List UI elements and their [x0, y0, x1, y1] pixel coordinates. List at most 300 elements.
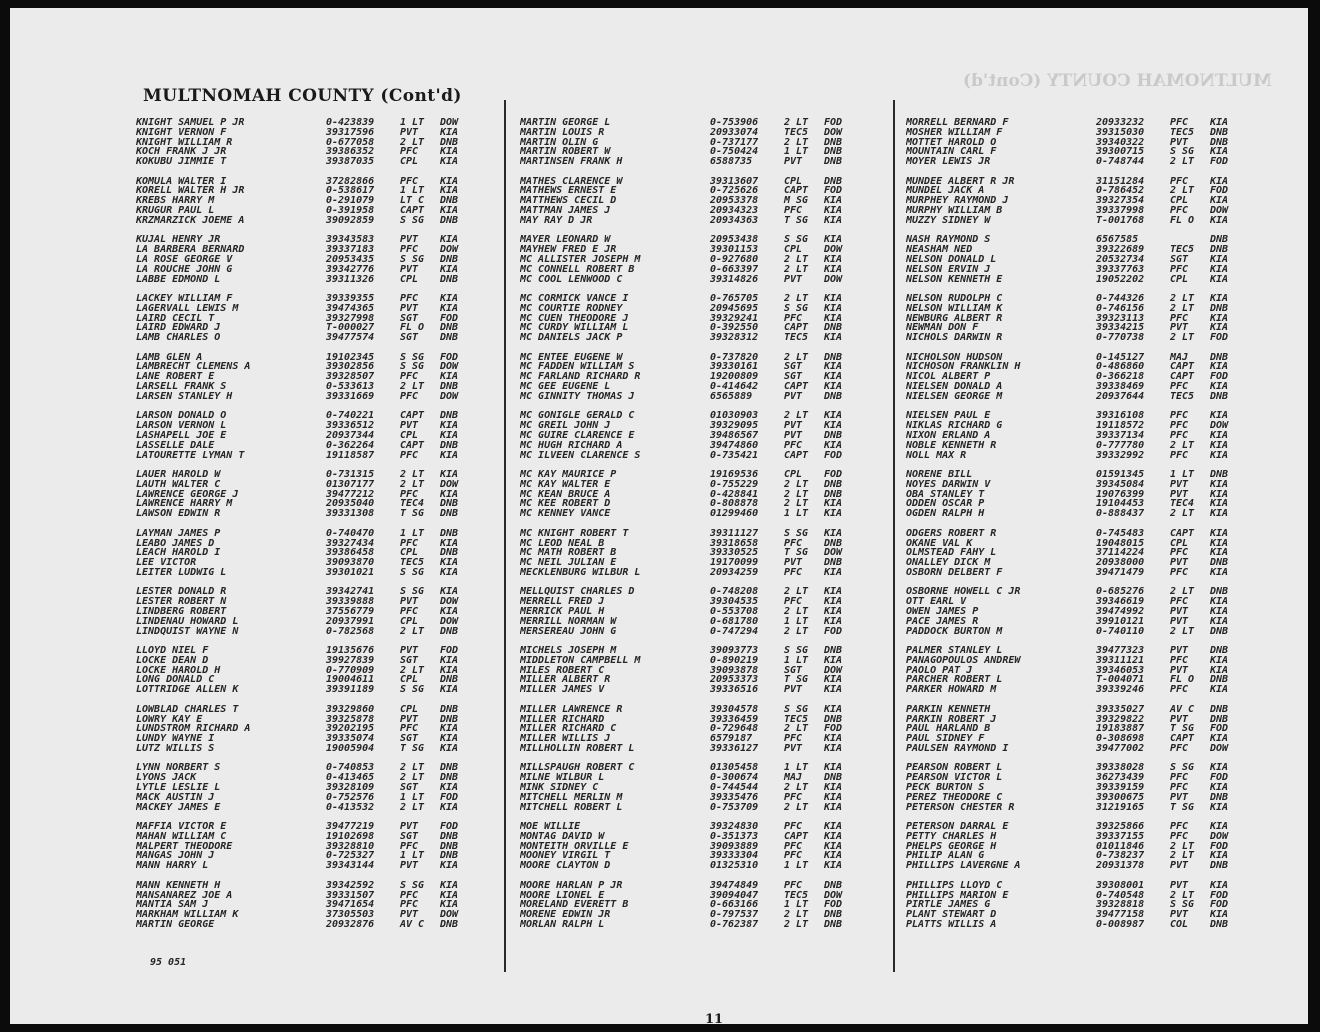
entry-status: DNB	[824, 645, 843, 657]
entry-serial-number: 0-740853	[326, 762, 375, 774]
entry-serial-number: 39387035	[326, 156, 375, 168]
entry-serial-number: 0-308698	[1096, 733, 1145, 745]
entry-rank: MAJ	[1170, 351, 1189, 363]
entry-rank: PFC	[1170, 781, 1189, 793]
entry-name: NOYES DARWIN V	[906, 479, 991, 490]
entry-rank: 2 LT	[784, 909, 809, 921]
entry-rank: 2 LT	[400, 381, 425, 393]
bleed-through-title: MULTNOMAH COUNTY (Cont'd)	[963, 71, 1272, 91]
entry-status: DNB	[440, 498, 459, 510]
roster-entry	[906, 597, 1242, 607]
entry-status: KIA	[824, 762, 843, 774]
roster-group	[906, 353, 1242, 402]
entry-name: MC HUGH RICHARD A	[520, 440, 623, 451]
entry-name: MORLAN RALPH L	[520, 919, 605, 930]
entry-status: DNB	[440, 772, 459, 784]
entry-name: LUNDY WAYNE I	[136, 734, 215, 744]
entry-serial-number: 19102698	[326, 830, 375, 842]
entry-rank: AV C	[400, 918, 425, 930]
entry-rank: S SG	[1170, 762, 1195, 774]
entry-name: LINDENAU HOWARD L	[136, 616, 239, 627]
entry-serial-number: 0-740548	[1096, 889, 1145, 901]
entry-name: PALMER STANLEY L	[906, 646, 1003, 656]
roster-entry	[906, 763, 1242, 773]
entry-serial-number: 0-740470	[326, 527, 375, 539]
entry-name: OSBORN DELBERT F	[906, 567, 1003, 578]
entry-status: KIA	[824, 742, 843, 754]
entry-status: KIA	[824, 420, 843, 432]
roster-entry	[906, 656, 1242, 666]
roster-group	[520, 353, 856, 402]
roster-group	[906, 705, 1242, 754]
entry-rank: SGT	[400, 733, 419, 745]
roster-group	[520, 646, 856, 695]
entry-status: DOW	[1210, 830, 1229, 842]
entry-serial-number: 0-752576	[326, 791, 375, 803]
roster-entry	[906, 333, 1242, 343]
entry-rank: 1 LT	[400, 185, 425, 197]
entry-rank: CAPT	[1170, 733, 1195, 745]
roster-entry	[906, 392, 1242, 402]
entry-status: KIA	[1210, 684, 1229, 696]
entry-serial-number: 01305458	[710, 762, 759, 774]
entry-rank: CPL	[400, 615, 419, 627]
entry-serial-number: 20932876	[326, 918, 375, 930]
entry-name: MC FARLAND RICHARD R	[520, 372, 641, 383]
entry-serial-number: 39486567	[710, 429, 759, 441]
entry-serial-number: 19076399	[1096, 488, 1145, 500]
entry-serial-number: 37305503	[326, 909, 375, 921]
entry-serial-number: 0-740221	[326, 410, 375, 422]
entry-serial-number: 0-725327	[326, 850, 375, 862]
entry-serial-number: 39304578	[710, 703, 759, 715]
roster-entry	[136, 832, 472, 842]
entry-name: MC GREIL JOHN J	[520, 421, 611, 431]
entry-name: LAMB CHARLES O	[136, 333, 221, 343]
entry-name: OSBORNE HOWELL C JR	[906, 587, 1021, 598]
roster-entry	[906, 314, 1242, 324]
entry-status: DOW	[1210, 742, 1229, 754]
entry-rank: 2 LT	[400, 469, 425, 481]
entry-status: KIA	[1210, 527, 1229, 539]
entry-rank: SGT	[400, 312, 419, 324]
entry-name: MELLQUIST CHARLES D	[520, 587, 635, 598]
entry-rank: PVT	[400, 126, 419, 138]
entry-name: LATOURETTE LYMAN T	[136, 450, 245, 461]
roster-entry	[136, 822, 472, 832]
entry-rank: 2 LT	[1170, 625, 1195, 637]
entry-name: MC KAY WALTER E	[520, 479, 611, 490]
entry-rank: PFC	[784, 205, 803, 217]
entry-name: MAHAN WILLIAM C	[136, 831, 227, 842]
entry-rank: TEC5	[784, 713, 809, 725]
entry-rank: CPL	[784, 244, 803, 256]
entry-serial-number: 20937644	[1096, 390, 1145, 402]
entry-serial-number: 39316108	[1096, 410, 1145, 422]
entry-status: KIA	[824, 596, 843, 608]
roster-entry	[520, 451, 856, 461]
roster-entry	[136, 216, 472, 226]
entry-status: KIA	[824, 781, 843, 793]
entry-status: DNB	[440, 830, 459, 842]
entry-name: MATHEWS ERNEST E	[520, 186, 617, 197]
entry-rank: SGT	[784, 371, 803, 383]
roster-entry	[906, 851, 1242, 861]
entry-rank: TEC5	[784, 126, 809, 138]
roster-entry	[520, 558, 856, 568]
entry-rank: PFC	[400, 146, 419, 158]
entry-serial-number: 6579187	[710, 733, 753, 745]
entry-name: MC KEE ROBERT D	[520, 499, 611, 510]
entry-status: DNB	[1210, 860, 1229, 872]
roster-entry	[520, 275, 856, 285]
entry-status: KIA	[440, 371, 459, 383]
entry-serial-number: 39336459	[710, 713, 759, 725]
entry-rank: 1 LT	[400, 850, 425, 862]
roster-entry	[906, 900, 1242, 910]
roster-entry	[136, 411, 472, 421]
entry-rank: PFC	[400, 899, 419, 911]
entry-serial-number: 39336516	[710, 684, 759, 696]
entry-serial-number: 0-890219	[710, 654, 759, 666]
entry-status: KIA	[1210, 429, 1229, 441]
entry-status: FOD	[1210, 772, 1229, 784]
entry-serial-number: 39328818	[1096, 899, 1145, 911]
entry-rank: 2 LT	[400, 478, 425, 490]
entry-serial-number: 0-351373	[710, 830, 759, 842]
entry-rank: PFC	[400, 175, 419, 187]
entry-name: MATTMAN JAMES J	[520, 206, 611, 216]
entry-rank: PFC	[1170, 654, 1189, 666]
entry-rank: S SG	[784, 527, 809, 539]
roster-entry	[520, 304, 856, 314]
entry-status: DOW	[440, 361, 459, 373]
entry-name: PANAGOPOULOS ANDREW	[906, 655, 1021, 666]
entry-name: MC KENNEY VANCE	[520, 509, 611, 520]
entry-status: DNB	[824, 713, 843, 725]
entry-rank: SGT	[400, 781, 419, 793]
entry-status: DNB	[1210, 791, 1229, 803]
entry-serial-number: 39311127	[710, 527, 759, 539]
entry-rank: 1 LT	[784, 146, 809, 158]
entry-rank: S SG	[400, 879, 425, 891]
entry-name: KUJAL HENRY JR	[136, 235, 221, 246]
entry-rank: CPL	[1170, 195, 1189, 207]
entry-status: KIA	[440, 429, 459, 441]
entry-name: MARTIN GEORGE	[136, 919, 215, 930]
entry-status: FOD	[824, 117, 843, 128]
roster-entry	[136, 451, 472, 461]
entry-status: KIA	[824, 684, 843, 696]
roster-entry	[906, 822, 1242, 832]
entry-serial-number: 0-391958	[326, 205, 375, 217]
entry-serial-number: 39315030	[1096, 126, 1145, 138]
roster-group	[136, 646, 472, 695]
entry-rank: 2 LT	[784, 263, 809, 275]
roster-group	[520, 235, 856, 284]
entry-serial-number: 0-145127	[1096, 351, 1145, 363]
roster-group	[520, 411, 856, 460]
entry-rank: PVT	[784, 420, 803, 432]
roster-group	[520, 177, 856, 226]
entry-serial-number: 0-414642	[710, 381, 759, 393]
entry-name: MITCHELL ROBERT L	[520, 802, 623, 813]
entry-rank: 2 LT	[400, 801, 425, 813]
roster-entry	[136, 803, 472, 813]
entry-serial-number: 0-428841	[710, 488, 759, 500]
roster-group	[136, 763, 472, 812]
entry-serial-number: 39386352	[326, 146, 375, 158]
entry-status: DNB	[440, 703, 459, 715]
entry-serial-number: 20937991	[326, 615, 375, 627]
entry-name: NIELSEN PAUL E	[906, 411, 991, 422]
entry-status: FOD	[440, 645, 459, 657]
entry-rank: PFC	[1170, 684, 1189, 696]
entry-name: MC KEAN BRUCE A	[520, 489, 611, 500]
entry-rank: PVT	[1170, 136, 1189, 148]
roster-group	[136, 353, 472, 402]
entry-status: DOW	[824, 889, 843, 901]
entry-status: KIA	[1210, 381, 1229, 393]
entry-status: KIA	[440, 899, 459, 911]
entry-serial-number: 0-762387	[710, 918, 759, 930]
entry-serial-number: 39328312	[710, 332, 759, 344]
entry-serial-number: 39329241	[710, 312, 759, 324]
entry-status: DNB	[440, 762, 459, 774]
roster-entry	[906, 861, 1242, 871]
entry-status: DNB	[440, 381, 459, 393]
entry-status: KIA	[1210, 322, 1229, 334]
entry-status: DNB	[824, 322, 843, 334]
entry-status: KIA	[440, 664, 459, 676]
entry-status: DNB	[1210, 390, 1229, 402]
roster-group	[136, 822, 472, 871]
entry-rank: CPL	[1170, 537, 1189, 549]
entry-name: LOCKE DEAN D	[136, 655, 209, 666]
entry-status: KIA	[440, 889, 459, 901]
roster-entry	[136, 607, 472, 617]
entry-rank: PVT	[1170, 791, 1189, 803]
entry-status: FOD	[1210, 332, 1229, 344]
entry-status: DOW	[824, 273, 843, 285]
entry-serial-number: 19169536	[710, 469, 759, 481]
roster-entry	[136, 666, 472, 676]
entry-name: LASHAPELL JOE E	[136, 430, 227, 441]
entry-status: DNB	[440, 850, 459, 862]
entry-name: PHILLIPS LAVERGNE A	[906, 861, 1021, 872]
entry-status: FOD	[1210, 156, 1229, 168]
entry-serial-number: 20938000	[1096, 557, 1145, 569]
entry-rank: PFC	[400, 371, 419, 383]
entry-status: FOD	[824, 449, 843, 461]
entry-name: MC FADDEN WILLIAM S	[520, 362, 635, 373]
entry-serial-number: 0-753709	[710, 801, 759, 813]
entry-status: DNB	[440, 918, 459, 930]
entry-name: MANN KENNETH H	[136, 880, 221, 891]
entry-serial-number: 39093878	[710, 664, 759, 676]
entry-serial-number: 39474849	[710, 879, 759, 891]
roster-entry	[520, 382, 856, 392]
entry-name: NICHOSON FRANKLIN H	[906, 362, 1021, 373]
entry-rank: 2 LT	[1170, 293, 1195, 305]
entry-name: MILLER RICHARD C	[520, 724, 617, 735]
entry-rank: PFC	[784, 312, 803, 324]
entry-name: MIDDLETON CAMPBELL M	[520, 655, 641, 666]
entry-rank: CAPT	[1170, 371, 1195, 383]
entry-rank: 2 LT	[1170, 840, 1195, 852]
entry-status: KIA	[824, 293, 843, 305]
entry-serial-number: 39330525	[710, 547, 759, 559]
entry-rank: 2 LT	[400, 664, 425, 676]
entry-rank: CPL	[400, 429, 419, 441]
entry-rank: SGT	[784, 664, 803, 676]
entry-serial-number: 39334215	[1096, 322, 1145, 334]
entry-rank: TEC5	[1170, 390, 1195, 402]
entry-serial-number: 39092859	[326, 214, 375, 226]
entry-name: LEE VICTOR	[136, 558, 197, 568]
entry-name: MARTIN LOUIS R	[520, 127, 605, 138]
entry-rank: PFC	[1170, 420, 1189, 432]
entry-name: MILLER ALBERT R	[520, 675, 611, 686]
entry-status: KIA	[1210, 566, 1229, 578]
entry-rank: 2 LT	[784, 586, 809, 598]
roster-page	[10, 8, 1308, 1027]
entry-rank: CAPT	[1170, 361, 1195, 373]
entry-rank: PVT	[1170, 322, 1189, 334]
entry-serial-number: 39336512	[326, 420, 375, 432]
entry-rank: PFC	[784, 537, 803, 549]
entry-name: MANGAS JOHN J	[136, 851, 215, 862]
entry-status: KIA	[1210, 273, 1229, 285]
entry-name: LAWRENCE GEORGE J	[136, 489, 239, 500]
entry-name: MC CUEN THEODORE J	[520, 313, 629, 324]
roster-entry	[136, 568, 472, 578]
entry-rank: 1 LT	[400, 791, 425, 803]
roster-entry	[906, 480, 1242, 490]
entry-rank: PVT	[784, 684, 803, 696]
entry-serial-number: 20953378	[710, 195, 759, 207]
entry-status: DOW	[1210, 205, 1229, 217]
entry-status: KIA	[824, 830, 843, 842]
roster-entry	[136, 744, 472, 754]
roster-entry	[520, 333, 856, 343]
entry-status: KIA	[824, 674, 843, 686]
entry-status: DNB	[440, 508, 459, 520]
entry-name: MALPERT THEODORE	[136, 841, 233, 852]
entry-status: KIA	[1210, 146, 1229, 158]
entry-status: DNB	[1210, 234, 1229, 246]
entry-serial-number: 39342776	[326, 263, 375, 275]
entry-name: PARKER HOWARD M	[906, 685, 997, 696]
entry-status: DNB	[824, 175, 843, 187]
entry-name: KNIGHT WILLIAM R	[136, 137, 233, 148]
roster-group	[136, 529, 472, 578]
entry-status: KIA	[1210, 439, 1229, 451]
entry-serial-number: 39345084	[1096, 478, 1145, 490]
entry-status: DNB	[1210, 674, 1229, 686]
roster-entry	[906, 587, 1242, 597]
entry-name: PECK BURTON S	[906, 782, 985, 793]
entry-status: KIA	[1210, 781, 1229, 793]
entry-serial-number: 0-729648	[710, 723, 759, 735]
roster-entry	[520, 411, 856, 421]
entry-status: KIA	[440, 723, 459, 735]
entry-serial-number: 39327998	[326, 312, 375, 324]
entry-serial-number: 20532734	[1096, 253, 1145, 265]
entry-name: ODDEN OSCAR P	[906, 499, 985, 510]
entry-name: LOWBLAD CHARLES T	[136, 704, 239, 715]
entry-status: KIA	[824, 205, 843, 217]
entry-name: LONG DONALD C	[136, 675, 215, 686]
roster-entry	[520, 431, 856, 441]
entry-name: MATTHEWS CECIL D	[520, 196, 617, 207]
entry-rank: PVT	[400, 821, 419, 833]
entry-status: KIA	[824, 791, 843, 803]
entry-serial-number: 20937344	[326, 429, 375, 441]
entry-rank: PVT	[784, 273, 803, 285]
entry-status: KIA	[824, 302, 843, 314]
entry-serial-number: 39330161	[710, 361, 759, 373]
entry-status: DNB	[1210, 244, 1229, 256]
entry-rank: PVT	[784, 429, 803, 441]
entry-name: MINK SIDNEY C	[520, 782, 599, 793]
entry-name: MC DANIELS JACK P	[520, 333, 623, 343]
entry-status: KIA	[1210, 801, 1229, 813]
roster-entry	[520, 861, 856, 871]
entry-serial-number: 39343583	[326, 234, 375, 246]
entry-status: KIA	[824, 615, 843, 627]
entry-serial-number: 0-888437	[1096, 508, 1145, 520]
entry-status: DOW	[440, 117, 459, 128]
entry-name: NEASHAM NED	[906, 245, 973, 255]
entry-status: KIA	[440, 879, 459, 891]
entry-name: KOKUBU JIMMIE T	[136, 157, 227, 167]
entry-status: KIA	[1210, 214, 1229, 226]
entry-serial-number: 39301153	[710, 244, 759, 256]
entry-name: PARKIN KENNETH	[906, 704, 991, 715]
entry-status: KIA	[440, 293, 459, 305]
entry-serial-number: 39093889	[710, 840, 759, 852]
entry-name: LOCKE HAROLD H	[136, 665, 221, 676]
entry-name: LARSEN STANLEY H	[136, 391, 233, 402]
entry-rank: M SG	[784, 195, 809, 207]
entry-serial-number: 39343144	[326, 860, 375, 872]
entry-rank: 2 LT	[400, 772, 425, 784]
entry-rank: CAPT	[1170, 527, 1195, 539]
entry-name: MANTIA SAM J	[136, 900, 209, 911]
entry-rank: 2 LT	[1170, 889, 1195, 901]
entry-serial-number: 0-553708	[710, 605, 759, 617]
entry-name: MILNE WILBUR L	[520, 773, 605, 783]
entry-rank: 1 LT	[1170, 469, 1195, 481]
entry-rank: CAPT	[400, 205, 425, 217]
entry-status: KIA	[1210, 762, 1229, 774]
entry-serial-number: 20934323	[710, 205, 759, 217]
entry-rank: PFC	[1170, 263, 1189, 275]
roster-entry	[520, 157, 856, 167]
entry-name: MORELAND EVERETT B	[520, 900, 629, 911]
roster-entry	[906, 451, 1242, 461]
entry-status: KIA	[440, 263, 459, 275]
entry-rank: S SG	[400, 253, 425, 265]
entry-rank: 1 LT	[400, 527, 425, 539]
roster-group	[520, 763, 856, 812]
entry-rank: PFC	[1170, 742, 1189, 754]
entry-serial-number: 20934259	[710, 566, 759, 578]
entry-serial-number: 39477212	[326, 488, 375, 500]
roster-entry	[906, 675, 1242, 685]
entry-rank: 2 LT	[784, 488, 809, 500]
